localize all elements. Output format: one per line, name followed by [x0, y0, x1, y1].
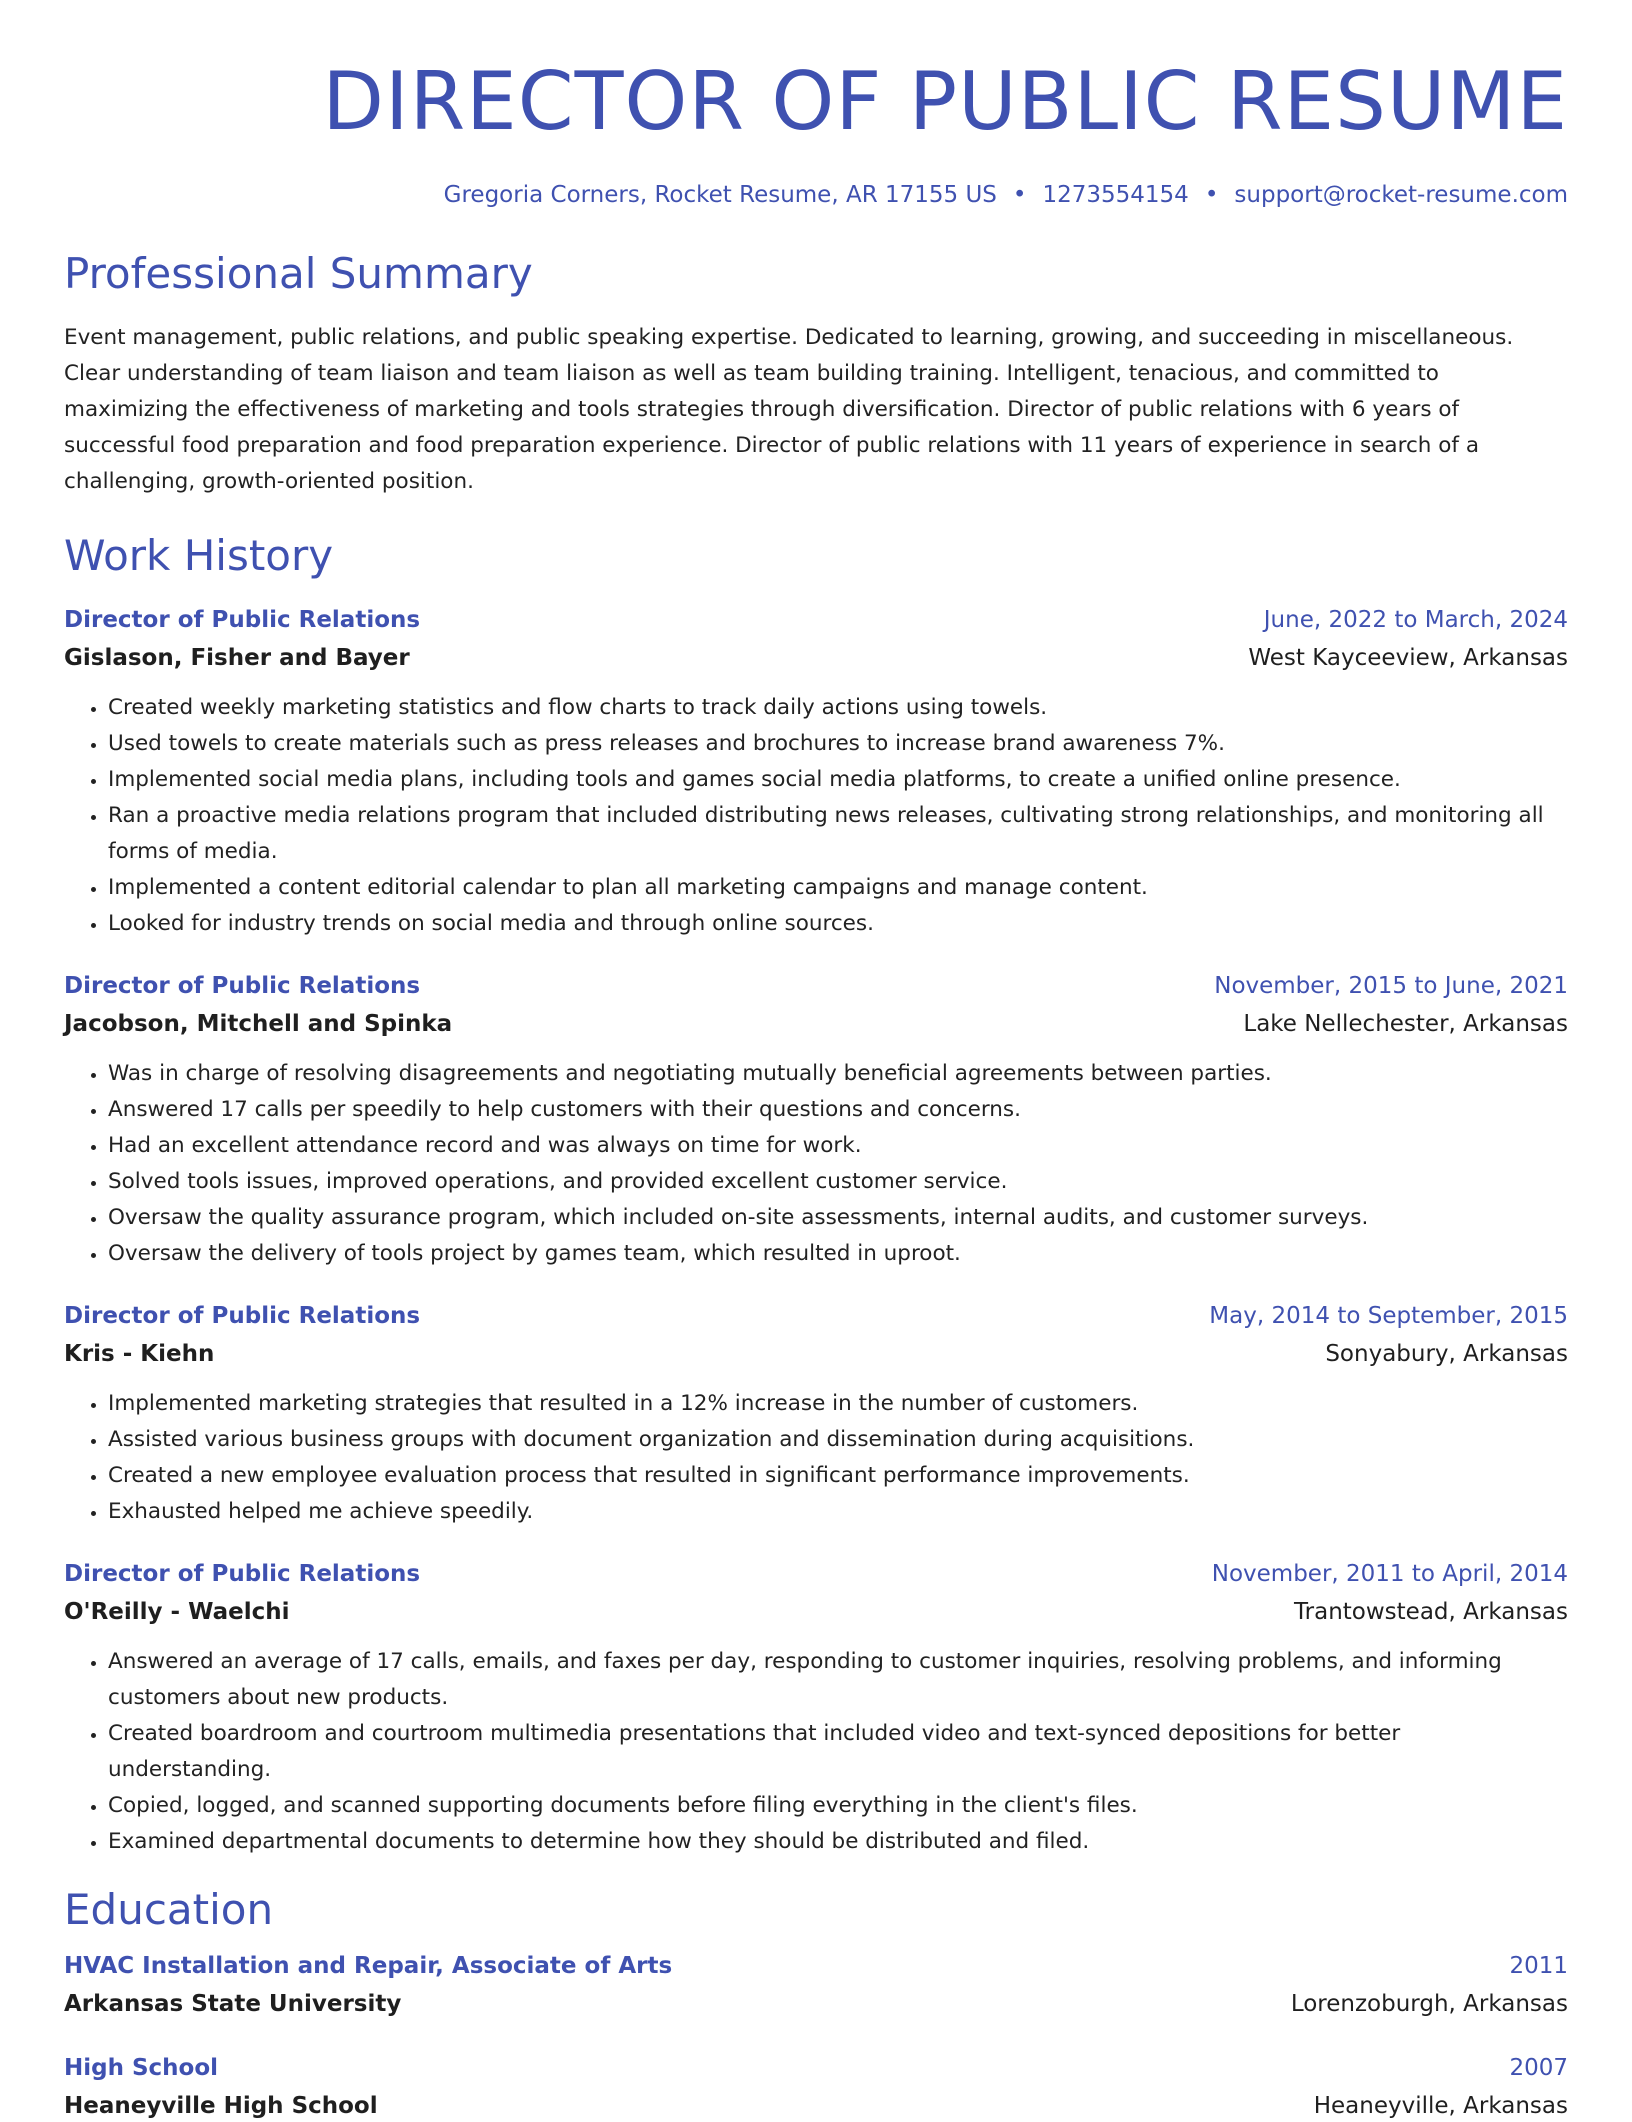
job-bullet: • Answered 17 calls per speedily to help customers with their questions and concerns.: [108, 1092, 1568, 1128]
contact-address: Gregoria Corners, Rocket Resume, AR 17155 US: [443, 182, 997, 208]
contact-separator: •: [1204, 182, 1219, 208]
job-company-row: [64, 1338, 1568, 1370]
job-company-row: [64, 1596, 1568, 1628]
job-bullets: [64, 690, 1568, 942]
job-bullets: [64, 1386, 1568, 1530]
job-title: Director of Public Relations: [64, 1303, 421, 1329]
summary-text: Event management, public relations, and public speaking expertise. Dedicated to learning, growing, and succeeding in miscellaneous. Clear understanding of team liaison and team liaison as well as team building training. Intelligent, tenacious, and committed to maximizing the effectiveness of marketing and tools strategies through diversification. Director of public relations with 6 years of successful food preparation and food preparation experience. Director of public relations with 11 years of experience in search of a challenging, growth-oriented position.: [64, 325, 1514, 494]
education-school-row: [64, 2090, 1568, 2122]
job-bullets: [64, 1644, 1568, 1860]
contact-line: [64, 180, 1568, 210]
job-bullets: [64, 1056, 1568, 1272]
job-location: Lake Nellechester, Arkansas: [1243, 1011, 1568, 1037]
job-bullet: • Implemented social media plans, including tools and games social media platforms, to create a unified online presence.: [108, 762, 1568, 798]
summary-heading: Professional Summary: [64, 249, 533, 298]
job-entry: [64, 604, 1568, 942]
job-bullet: • Oversaw the delivery of tools project by games team, which resulted in uproot.: [108, 1236, 1568, 1272]
job-location: West Kayceeview, Arkansas: [1248, 645, 1568, 671]
job-dates: November, 2015 to June, 2021: [1214, 973, 1568, 999]
job-bullet: • Answered an average of 17 calls, emails, and faxes per day, responding to customer inquiries, resolving problems, and informing customers about new products.: [108, 1644, 1568, 1716]
job-dates: November, 2011 to April, 2014: [1211, 1561, 1568, 1587]
job-dates: June, 2022 to March, 2024: [1263, 607, 1568, 633]
job-company-row: [64, 642, 1568, 674]
job-entry: [64, 970, 1568, 1272]
job-title-row: [64, 604, 1568, 636]
job-bullet: • Assisted various business groups with document organization and dissemination during acquisitions.: [108, 1422, 1568, 1458]
education-degree-row: [64, 2052, 1568, 2084]
job-dates: May, 2014 to September, 2015: [1209, 1303, 1568, 1329]
job-company: Gislason, Fisher and Bayer: [64, 645, 410, 671]
job-bullet: • Examined departmental documents to determine how they should be distributed and filed.: [108, 1824, 1568, 1860]
job-entry: [64, 1558, 1568, 1860]
contact-email: support@rocket-resume.com: [1234, 182, 1568, 208]
job-bullet: • Was in charge of resolving disagreements and negotiating mutually beneficial agreements between parties.: [108, 1056, 1568, 1092]
job-title-row: [64, 970, 1568, 1002]
job-location: Sonyabury, Arkansas: [1325, 1341, 1568, 1367]
job-company: Jacobson, Mitchell and Spinka: [64, 1011, 453, 1037]
contact-separator: •: [1012, 182, 1027, 208]
education-heading: Education: [64, 1885, 274, 1934]
work-history-heading: Work History: [64, 531, 334, 580]
job-bullet: • Created boardroom and courtroom multimedia presentations that included video and text-synced depositions for better understanding.: [108, 1716, 1568, 1788]
job-entry: [64, 1300, 1568, 1530]
job-bullet: • Exhausted helped me achieve speedily.: [108, 1494, 1568, 1530]
education-location: Heaneyville, Arkansas: [1313, 2093, 1568, 2119]
education-school-row: [64, 1988, 1568, 2020]
job-bullet: • Oversaw the quality assurance program, which included on-site assessments, internal audits, and customer surveys.: [108, 1200, 1568, 1236]
job-company-row: [64, 1008, 1568, 1040]
education-entry: [64, 1950, 1568, 2020]
education-year: 2007: [1509, 2055, 1568, 2081]
resume-page: [64, 0, 1568, 2122]
job-company: Kris - Kiehn: [64, 1341, 215, 1367]
job-bullet: • Created a new employee evaluation process that resulted in significant performance improvements.: [108, 1458, 1568, 1494]
job-bullet: • Copied, logged, and scanned supporting documents before filing everything in the client's files.: [108, 1788, 1568, 1824]
job-title: Director of Public Relations: [64, 607, 421, 633]
job-company: O'Reilly - Waelchi: [64, 1599, 290, 1625]
education-school: Arkansas State University: [64, 1991, 402, 2017]
job-bullet: • Implemented a content editorial calendar to plan all marketing campaigns and manage content.: [108, 870, 1568, 906]
job-title-row: [64, 1300, 1568, 1332]
education-year: 2011: [1509, 1953, 1568, 1979]
job-title: Director of Public Relations: [64, 973, 421, 999]
education-degree: High School: [64, 2055, 219, 2081]
job-title: Director of Public Relations: [64, 1561, 421, 1587]
job-bullet: • Had an excellent attendance record and was always on time for work.: [108, 1128, 1568, 1164]
job-bullet: • Ran a proactive media relations program that included distributing news releases, cultivating strong relationships, and monitoring all forms of media.: [108, 798, 1568, 870]
job-bullet: • Looked for industry trends on social media and through online sources.: [108, 906, 1568, 942]
contact-phone: 1273554154: [1042, 182, 1189, 208]
education-degree-row: [64, 1950, 1568, 1982]
job-title-row: [64, 1558, 1568, 1590]
job-location: Trantowstead, Arkansas: [1293, 1599, 1568, 1625]
education-location: Lorenzoburgh, Arkansas: [1290, 1991, 1568, 2017]
job-bullet: • Used towels to create materials such as press releases and brochures to increase brand awareness 7%.: [108, 726, 1568, 762]
job-bullet: • Implemented marketing strategies that resulted in a 12% increase in the number of customers.: [108, 1386, 1568, 1422]
job-bullet: • Created weekly marketing statistics and flow charts to track daily actions using towels.: [108, 690, 1568, 726]
resume-title: DIRECTOR OF PUBLIC RESUME: [322, 55, 1568, 148]
education-degree: HVAC Installation and Repair, Associate of Arts: [64, 1953, 673, 1979]
job-bullet: • Solved tools issues, improved operations, and provided excellent customer service.: [108, 1164, 1568, 1200]
education-school: Heaneyville High School: [64, 2093, 378, 2119]
